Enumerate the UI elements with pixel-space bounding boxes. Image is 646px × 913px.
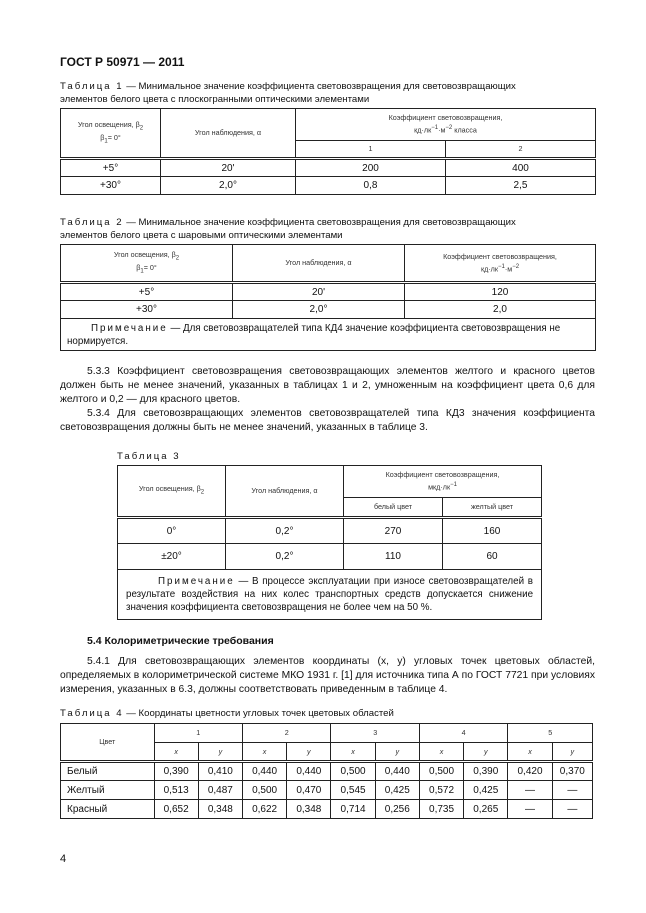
table4-cell: 0,265	[464, 800, 508, 819]
table1-class-2: 2	[446, 141, 596, 159]
table3-cell: 60	[443, 544, 542, 570]
table4-cell: 0,500	[331, 762, 375, 781]
table4-cell: 0,735	[419, 800, 463, 819]
table4-point-3: 3	[331, 724, 419, 743]
table4-cell: —	[552, 781, 592, 800]
table4-cell: 0,390	[154, 762, 198, 781]
table4-row-red	[61, 800, 593, 819]
table4-cell: 0,410	[198, 762, 242, 781]
table3-sub-yellow: желтый цвет	[443, 498, 542, 518]
table4-point-2: 2	[242, 724, 330, 743]
paragraph-5-4-1: 5.4.1 Для световозвращающих элементов координаты (x, y) угловых точек цветовых областей, определяемых в колориметрической системе МКО 1931 г. [1] для источника типа А по ГОСТ 7721 при условиях измерения, указанных в 6.3, должны соответствовать приведенным в таблице 4.	[60, 656, 595, 695]
table4-cell: Красный	[61, 800, 155, 819]
table2	[60, 244, 596, 351]
table2-header-coefficient: Коэффициент световозвращения, $кд\cdot лк^{-1}\cdot м^{-2}$	[405, 245, 596, 283]
table4-cell: 0,425	[375, 781, 419, 800]
table4-cell: 0,487	[198, 781, 242, 800]
table4-cell: 0,545	[331, 781, 375, 800]
table4-cell: 0,500	[419, 762, 463, 781]
table1-cell: 20'	[161, 159, 296, 177]
table4-cell: 0,390	[464, 762, 508, 781]
table2-cell: 120	[405, 283, 596, 301]
table3-cell: 0,2°	[226, 544, 344, 570]
table3-cell: 110	[344, 544, 443, 570]
table4-cell: 0,440	[287, 762, 331, 781]
table3-cell: 270	[344, 518, 443, 544]
table4-header-color: Цвет	[61, 724, 155, 762]
table1-header-angle: Угол освещения, $\beta_2$ $\beta_1= 0^\circ$	[61, 109, 161, 159]
table1-class-1: 1	[296, 141, 446, 159]
table4-x: x	[331, 743, 375, 762]
table1-cell: 400	[446, 159, 596, 177]
table4-cell: 0,500	[242, 781, 286, 800]
table4-cell: 0,256	[375, 800, 419, 819]
table4-cell: —	[552, 800, 592, 819]
table1-cell: 0,8	[296, 177, 446, 195]
table4-cell: 0,513	[154, 781, 198, 800]
table4-caption: Таблица 4 — Координаты цветности угловых точек цветовых областей	[60, 708, 394, 719]
table4-cell: 0,714	[331, 800, 375, 819]
table2-cell: 2,0	[405, 301, 596, 319]
paragraph-5-3-3: 5.3.3 Коэффициент световозвращения световозвращающих элементов желтого и красного цветов должен быть не менее значений, указанных в таблицах 1 и 2, умноженным на коэффициент цвета 0,6 для желтого и 0,2 — для красного цветов.	[60, 366, 595, 405]
table3-note: Примечание — В процессе эксплуатации при износе световозвращателей в результате воздействия на них колес транспортных средств допускается снижение значения коэффициента световозвращения не более чем на 50 %.	[118, 570, 542, 620]
table4-cell: 0,348	[287, 800, 331, 819]
table4-cell: —	[508, 781, 552, 800]
table4-point-5: 5	[508, 724, 593, 743]
table4-y: y	[198, 743, 242, 762]
table4-point-4: 4	[419, 724, 507, 743]
table2-cell: +30°	[61, 301, 233, 319]
table4-cell: 0,420	[508, 762, 552, 781]
table4-point-1: 1	[154, 724, 242, 743]
document-header: ГОСТ Р 50971 — 2011	[60, 55, 185, 69]
table1-cell: 2,0°	[161, 177, 296, 195]
table3-cell: 0,2°	[226, 518, 344, 544]
table3-caption: Таблица 3	[117, 451, 181, 462]
table4-y: y	[375, 743, 419, 762]
table4-y: y	[464, 743, 508, 762]
table1	[60, 108, 596, 195]
table4-y: y	[287, 743, 331, 762]
table2-cell: +5°	[61, 283, 233, 301]
table4-cell: 0,470	[287, 781, 331, 800]
table3-sub-white: белый цвет	[344, 498, 443, 518]
table4-cell: 0,348	[198, 800, 242, 819]
table3-cell: 160	[443, 518, 542, 544]
table4-cell: 0,622	[242, 800, 286, 819]
table4-cell: —	[508, 800, 552, 819]
page-number: 4	[60, 853, 67, 865]
table3-header-coefficient: Коэффициент световозвращения, $мкд\cdot лк^{-1}$	[344, 466, 542, 498]
section-title-5-4: 5.4 Колориметрические требования	[87, 635, 274, 647]
table3-cell: ±20°	[118, 544, 226, 570]
table4-row-yellow	[61, 781, 593, 800]
table4-x: x	[508, 743, 552, 762]
table4-x: x	[154, 743, 198, 762]
table4-x: x	[419, 743, 463, 762]
table4-cell: 0,425	[464, 781, 508, 800]
table4-y: y	[552, 743, 592, 762]
table4-x: x	[242, 743, 286, 762]
table2-cell: 2,0°	[233, 301, 405, 319]
table4-cell: 0,440	[375, 762, 419, 781]
table4-cell: Белый	[61, 762, 155, 781]
table1-cell: 2,5	[446, 177, 596, 195]
table1-header-observation: Угол наблюдения, α	[161, 109, 296, 159]
table2-header-observation: Угол наблюдения, α	[233, 245, 405, 283]
table2-cell: 20'	[233, 283, 405, 301]
table4-cell: Желтый	[61, 781, 155, 800]
table2-caption: Таблица 2 — Минимальное значение коэффициента световозвращения для световозвращающих элементов белого цвета с шаровыми оптическими элементами	[60, 217, 516, 241]
table2-header-angle: Угол освещения, $\beta_2$ $\beta_1= 0^\circ$	[61, 245, 233, 283]
table2-note: Примечание — Для световозвращателей типа КД4 значение коэффициента световозвращения не нормируется.	[61, 319, 596, 351]
paragraph-5-3-4: 5.3.4 Для световозвращающих элементов световозвращателей типа КД3 значения коэффициента световозвращения должны быть не менее значений, указанных в таблице 3.	[60, 408, 595, 433]
table3-cell: 0°	[118, 518, 226, 544]
table4-cell: 0,652	[154, 800, 198, 819]
table4-row-white	[61, 762, 593, 781]
table3	[117, 465, 542, 620]
table4-cell: 0,370	[552, 762, 592, 781]
table4	[60, 723, 593, 819]
table3-header-observation: Угол наблюдения, α	[226, 466, 344, 518]
table1-header-coefficient: Коэффициент световозвращения, $кд\cdot лк^{-1}\cdot м^{-2}$ класса	[296, 109, 596, 141]
table1-cell: 200	[296, 159, 446, 177]
table3-header-angle: Угол освещения, $\beta_2$	[118, 466, 226, 518]
table4-cell: 0,572	[419, 781, 463, 800]
table1-cell: +5°	[61, 159, 161, 177]
table1-cell: +30°	[61, 177, 161, 195]
table4-cell: 0,440	[242, 762, 286, 781]
table1-caption: Таблица 1 — Минимальное значение коэффициента световозвращения для световозвращающих элементов белого цвета с плоскогранными оптическими элементами	[60, 81, 516, 105]
